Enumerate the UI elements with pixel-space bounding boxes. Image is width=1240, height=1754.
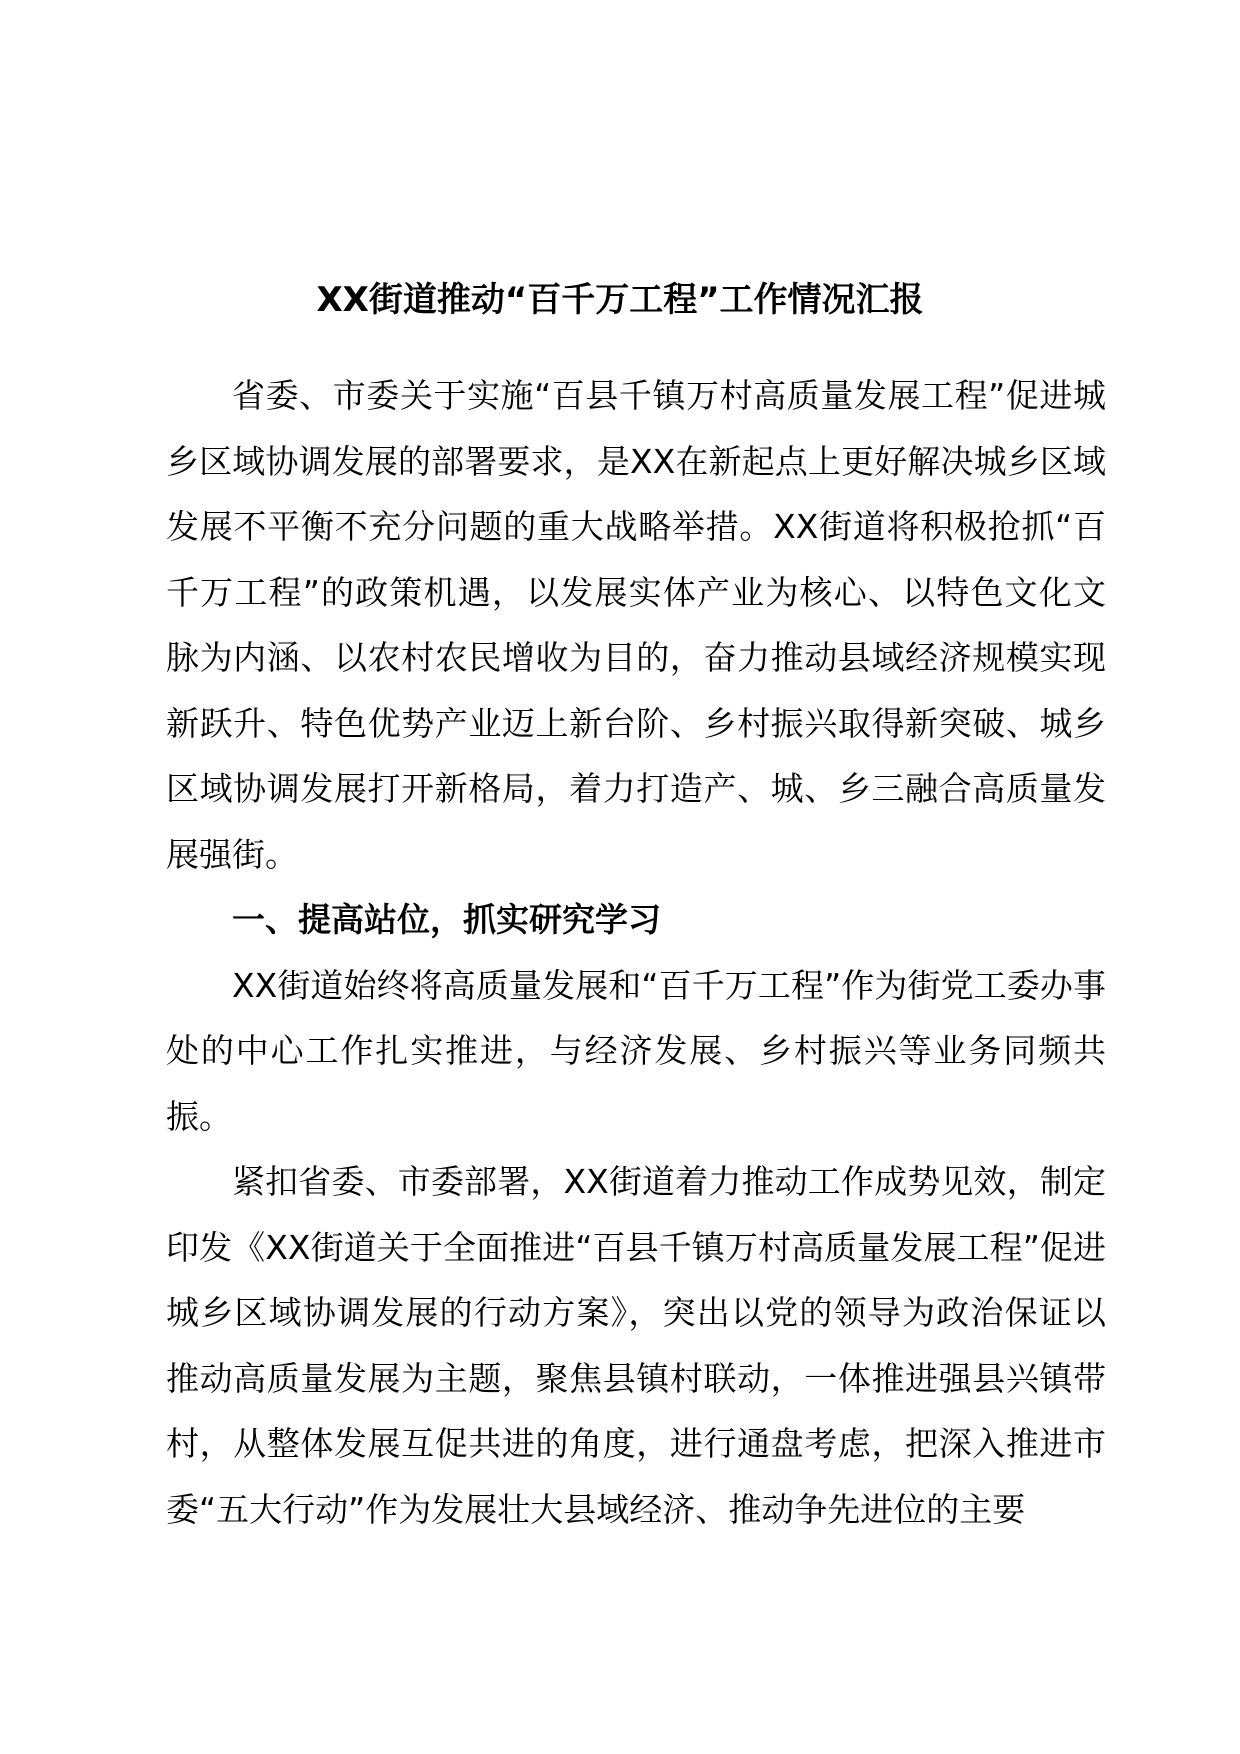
section-1-paragraph-1: XX街道始终将高质量发展和“百千万工程”作为街党工委办事处的中心工作扎实推进，与经济发展、乡村振兴等业务同频共振。 <box>166 965 1106 1136</box>
document-title: XX街道推动“百千万工程”工作情况汇报 <box>316 280 924 320</box>
intro-paragraph: 省委、市委关于实施“百县千镇万村高质量发展工程”促进城乡区域协调发展的部署要求，是XX在新起点上更好解决城乡区域发展不平衡不充分问题的重大战略举措。XX街道将积极抢抓“百千万工程”的政策机遇，以发展实体产业为核心、以特色文化文脉为内涵、以农村农民增收为目的，奋力推动县域经济规模实现新跃升、特色优势产业迈上新台阶、乡村振兴取得新突破、城乡区域协调发展打开新格局，着力打造产、城、乡三融合高质量发展强街。 <box>166 376 1106 874</box>
section-heading-1: 一、提高站位，抓实研究学习 <box>232 900 661 939</box>
document-body <box>166 363 1106 1542</box>
section-1-paragraph-2: 紧扣省委、市委部署，XX街道着力推动工作成势见效，制定印发《XX街道关于全面推进“百县千镇万村高质量发展工程”促进城乡区域协调发展的行动方案》，突出以党的领导为政治保证以推动高质量发展为主题，聚焦县镇村联动，一体推进强县兴镇带村，从整体发展互促共进的角度，进行通盘考虑，把深入推进市委“五大行动”作为发展壮大县域经济、推动争先进位的主要 <box>166 1162 1106 1529</box>
